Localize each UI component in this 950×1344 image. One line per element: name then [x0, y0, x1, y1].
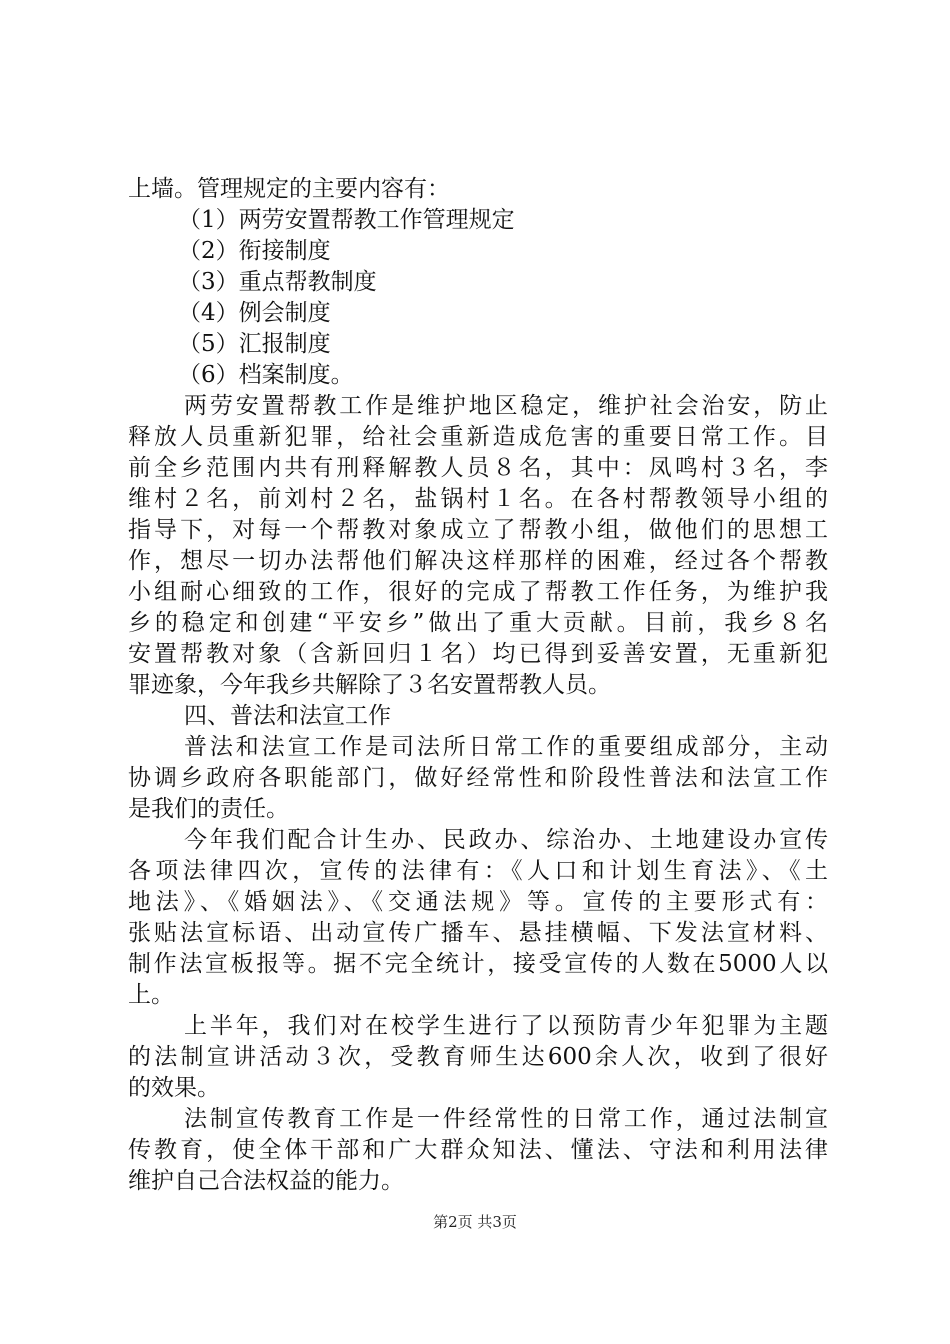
text-line: 罪迹象，今年我乡共解除了３名安置帮教人员。	[128, 672, 611, 698]
text-line: 小组耐心细致的工作，很好的完成了帮教工作任务，为维护我	[128, 579, 828, 605]
text-line: 维护自己合法权益的能力。	[128, 1168, 404, 1194]
text-line: 上半年，我们对在校学生进行了以预防青少年犯罪为主题	[184, 1013, 828, 1039]
document-body	[128, 174, 828, 1197]
text-line: 上墙。管理规定的主要内容有：	[128, 176, 450, 202]
text-line: 传教育，使全体干部和广大群众知法、懂法、守法和利用法律	[128, 1137, 828, 1163]
text-line: 各项法律四次，宣传的法律有：《人口和计划生育法》、《土	[128, 858, 828, 884]
text-line: （3）重点帮教制度	[178, 269, 377, 295]
text-line: （2）衔接制度	[178, 238, 331, 264]
text-line: 四、普法和法宣工作	[184, 703, 391, 729]
page-footer: 第2页 共3页	[433, 1213, 517, 1231]
text-line: 地法》、《婚姻法》、《交通法规》等。宣传的主要形式有：	[128, 889, 828, 915]
text-line: 两劳安置帮教工作是维护地区稳定，维护社会治安，防止	[184, 393, 828, 419]
text-line: 前全乡范围内共有刑释解教人员８名，其中：凤鸣村３名，李	[128, 455, 828, 481]
text-line: （6）档案制度。	[178, 362, 354, 388]
text-line: 张贴法宣标语、出动宣传广播车、悬挂横幅、下发法宣材料、	[128, 920, 828, 946]
text-line: （5）汇报制度	[178, 331, 331, 357]
text-line: 制作法宣板报等。据不完全统计，接受宣传的人数在5000人以	[128, 951, 828, 977]
text-line: 是我们的责任。	[128, 796, 289, 822]
text-line: 指导下，对每一个帮教对象成立了帮教小组，做他们的思想工	[128, 517, 828, 543]
text-line: 作，想尽一切办法帮他们解决这样那样的困难，经过各个帮教	[128, 548, 828, 574]
text-line: 维村２名，前刘村２名，盐锅村１名。在各村帮教领导小组的	[128, 486, 828, 512]
text-line: 的法制宣讲活动３次，受教育师生达600余人次，收到了很好	[128, 1044, 828, 1070]
text-line: 安置帮教对象（含新回归１名）均已得到妥善安置，无重新犯	[128, 641, 828, 667]
text-line: 上。	[128, 982, 174, 1008]
text-line: 的效果。	[128, 1075, 220, 1101]
text-line: 乡的稳定和创建“平安乡”做出了重大贡献。目前，我乡８名	[128, 610, 828, 636]
text-line: 法制宣传教育工作是一件经常性的日常工作，通过法制宣	[184, 1106, 828, 1132]
text-line: 今年我们配合计生办、民政办、综治办、土地建设办宣传	[184, 827, 828, 853]
text-line: 协调乡政府各职能部门，做好经常性和阶段性普法和法宣工作	[128, 765, 828, 791]
text-line: 普法和法宣工作是司法所日常工作的重要组成部分，主动	[184, 734, 828, 760]
text-line: （1）两劳安置帮教工作管理规定	[178, 207, 515, 233]
text-line: 释放人员重新犯罪，给社会重新造成危害的重要日常工作。目	[128, 424, 828, 450]
text-line: （4）例会制度	[178, 300, 331, 326]
